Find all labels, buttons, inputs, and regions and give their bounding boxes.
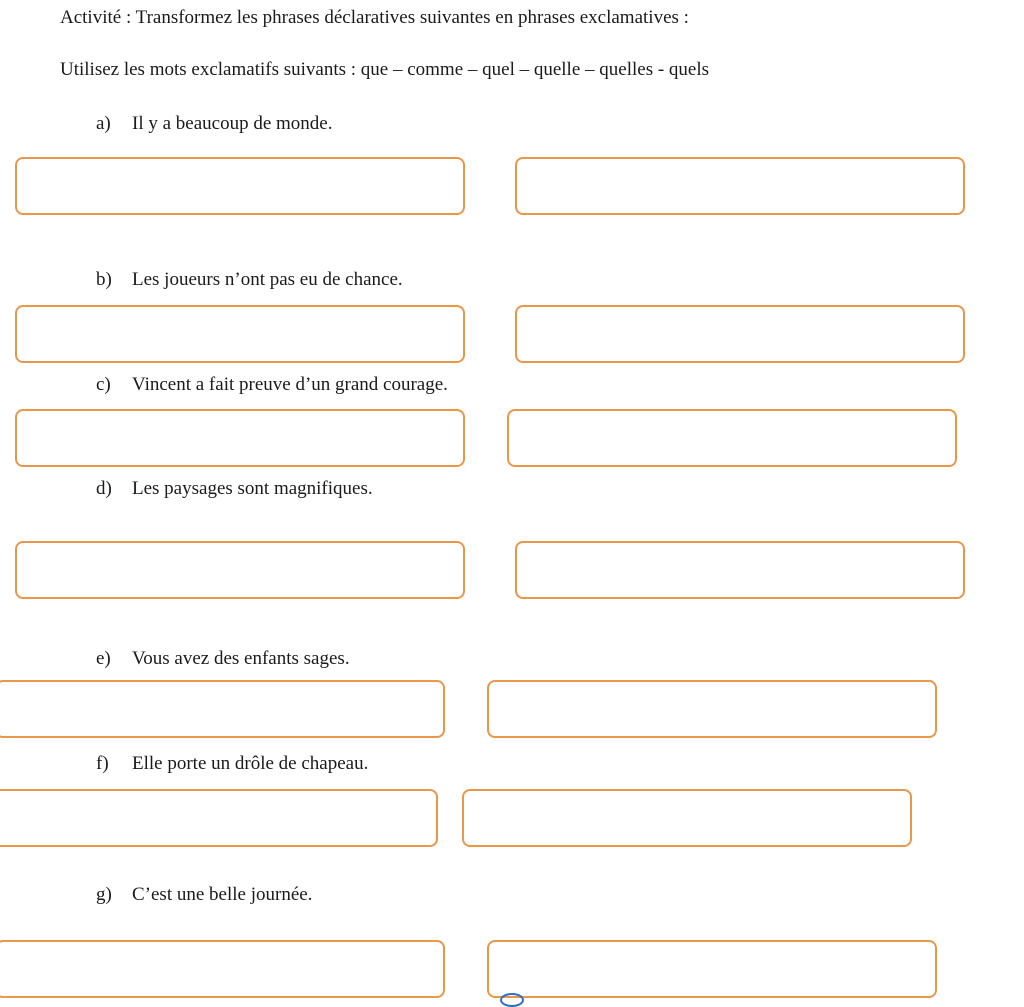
item-letter: d) bbox=[96, 478, 112, 499]
item-sentence: Vincent a fait preuve d’un grand courage. bbox=[132, 374, 448, 395]
answer-box-a-right[interactable] bbox=[515, 157, 965, 215]
item-f bbox=[96, 752, 368, 776]
item-a bbox=[96, 112, 332, 136]
item-sentence: Les paysages sont magnifiques. bbox=[132, 478, 373, 499]
answer-box-g-right[interactable] bbox=[487, 940, 937, 998]
item-d bbox=[96, 477, 373, 501]
answer-box-e-left[interactable] bbox=[0, 680, 445, 738]
answer-box-d-left[interactable] bbox=[15, 541, 465, 599]
activity-instruction: Utilisez les mots exclamatifs suivants : que – comme – quel – quelle – quelles - quels bbox=[60, 59, 710, 80]
item-sentence: Vous avez des enfants sages. bbox=[132, 648, 350, 669]
item-b bbox=[96, 268, 403, 292]
item-c bbox=[96, 373, 448, 397]
answer-box-b-right[interactable] bbox=[515, 305, 965, 363]
item-letter: a) bbox=[96, 113, 111, 134]
answer-box-f-left[interactable] bbox=[0, 789, 438, 847]
answer-box-e-right[interactable] bbox=[487, 680, 937, 738]
answer-box-g-left[interactable] bbox=[0, 940, 445, 998]
item-sentence: C’est une belle journée. bbox=[132, 884, 313, 905]
answer-box-c-left[interactable] bbox=[15, 409, 465, 467]
item-sentence: Il y a beaucoup de monde. bbox=[132, 113, 333, 134]
answer-box-b-left[interactable] bbox=[15, 305, 465, 363]
item-letter: e) bbox=[96, 648, 111, 669]
answer-box-f-right[interactable] bbox=[462, 789, 912, 847]
item-letter: f) bbox=[96, 753, 109, 774]
scroll-indicator-icon bbox=[500, 993, 524, 1007]
item-letter: c) bbox=[96, 374, 111, 395]
item-sentence: Elle porte un drôle de chapeau. bbox=[132, 753, 369, 774]
activity-title: Activité : Transformez les phrases déclaratives suivantes en phrases exclamatives : bbox=[60, 7, 689, 28]
answer-box-a-left[interactable] bbox=[15, 157, 465, 215]
item-g bbox=[96, 883, 312, 907]
item-sentence: Les joueurs n’ont pas eu de chance. bbox=[132, 269, 403, 290]
answer-box-d-right[interactable] bbox=[515, 541, 965, 599]
item-letter: g) bbox=[96, 884, 112, 905]
answer-box-c-right[interactable] bbox=[507, 409, 957, 467]
item-letter: b) bbox=[96, 269, 112, 290]
item-e bbox=[96, 647, 350, 671]
